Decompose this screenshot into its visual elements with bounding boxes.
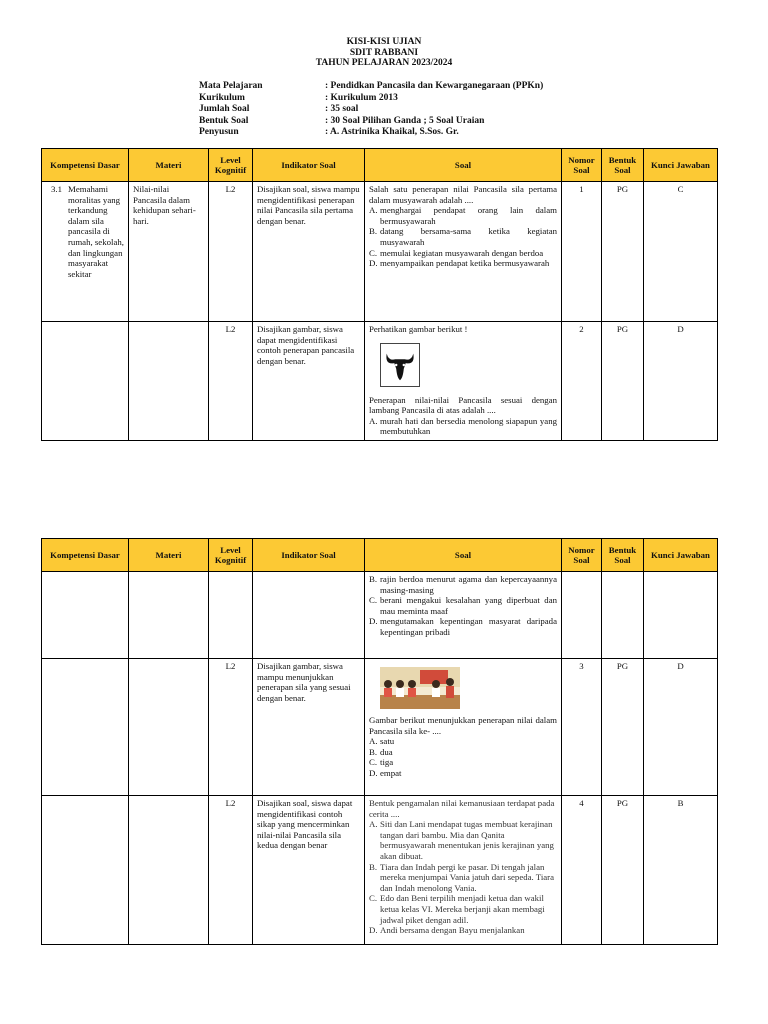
option-text: Edo dan Beni terpilih menjadi ketua dan wakil ketua kelas VI. Mereka berjanji akan membagi jadwal piket dengan adil. bbox=[380, 893, 545, 925]
col-header-soal: Soal bbox=[365, 539, 562, 572]
kunci-cell bbox=[644, 572, 718, 659]
option-item bbox=[369, 893, 557, 925]
soal-cell bbox=[365, 796, 562, 945]
kd-cell bbox=[42, 182, 129, 322]
level-cell bbox=[209, 572, 253, 659]
meta-key: Jumlah Soal bbox=[199, 104, 250, 115]
meta-row bbox=[199, 81, 543, 93]
meta-key: Penyusun bbox=[199, 127, 239, 138]
nomor-cell bbox=[562, 572, 602, 659]
col-header-indikator: Indikator Soal bbox=[253, 539, 365, 572]
materi-cell bbox=[129, 796, 209, 945]
soal-cell bbox=[365, 572, 562, 659]
option-item bbox=[369, 226, 557, 247]
col-header-nomor: Nomor Soal bbox=[562, 539, 602, 572]
option-text: rajin berdoa menurut agama dan kepercayaannya masing-masing bbox=[380, 574, 557, 595]
option-item bbox=[369, 757, 557, 768]
option-text: satu bbox=[380, 736, 395, 747]
indikator-cell: Disajikan gambar, siswa dapat mengidentifikasi contoh penerapan pancasila dengan benar. bbox=[253, 322, 365, 441]
level-cell: L2 bbox=[209, 796, 253, 945]
option-item bbox=[369, 925, 557, 936]
soal-question: Salah satu penerapan nilai Pancasila sila pertama dalam musyawarah adalah .... bbox=[369, 184, 557, 205]
option-item bbox=[369, 574, 557, 595]
meta-value: : 35 soal bbox=[325, 104, 359, 115]
option-letter: C. bbox=[369, 595, 378, 606]
table-header-row bbox=[42, 149, 718, 182]
option-item bbox=[369, 595, 557, 616]
bentuk-cell: PG bbox=[602, 182, 644, 322]
kisi-table-page-2 bbox=[41, 538, 718, 945]
col-header-level: Level Kognitif bbox=[209, 539, 253, 572]
option-letter: D. bbox=[369, 258, 378, 269]
option-letter: C. bbox=[369, 893, 378, 904]
meta-key: Bentuk Soal bbox=[199, 115, 249, 126]
kd-cell bbox=[42, 322, 129, 441]
soal-question: Gambar berikut menunjukkan penerapan nilai dalam Pancasila sila ke- .... bbox=[369, 715, 557, 736]
meta-value: : 30 Soal Pilihan Ganda ; 5 Soal Uraian bbox=[325, 115, 485, 126]
meta-key: Kurikulum bbox=[199, 92, 245, 103]
option-text: Siti dan Lani mendapat tugas membuat kerajinan tangan dari bambu. Mia dan Qanita bermusyawarah menentukan jenis kerajinan yang akan dibuat. bbox=[380, 819, 554, 861]
kd-cell bbox=[42, 572, 129, 659]
col-header-nomor: Nomor Soal bbox=[562, 149, 602, 182]
indikator-cell: Disajikan soal, siswa dapat mengidentifikasi contoh sikap yang mencerminkan nilai-nilai Pancasila sila kedua dengan benar bbox=[253, 796, 365, 945]
level-cell: L2 bbox=[209, 659, 253, 796]
option-text: murah hati dan bersedia menolong siapapun yang membutuhkan bbox=[380, 415, 557, 437]
col-header-kd: Kompetensi Dasar bbox=[42, 149, 129, 182]
option-letter: A. bbox=[369, 819, 378, 830]
bentuk-cell: PG bbox=[602, 322, 644, 441]
meta-row bbox=[199, 104, 543, 116]
option-item bbox=[369, 819, 557, 861]
col-header-bentuk: Bentuk Soal bbox=[602, 149, 644, 182]
document-title bbox=[0, 37, 768, 69]
option-text: Tiara dan Indah pergi ke pasar. Di tengah jalan mereka menjumpai Vania jatuh dari sepeda. Tiara dan Indah menolong Vania. bbox=[380, 861, 555, 893]
level-cell: L2 bbox=[209, 322, 253, 441]
option-text: dua bbox=[380, 746, 393, 757]
option-item bbox=[369, 747, 557, 758]
col-header-materi: Materi bbox=[129, 539, 209, 572]
col-header-soal: Soal bbox=[365, 149, 562, 182]
soal-cell bbox=[365, 322, 562, 441]
col-header-level: Level Kognitif bbox=[209, 149, 253, 182]
meta-row bbox=[199, 116, 543, 128]
table-header-row bbox=[42, 539, 718, 572]
option-letter: A. bbox=[369, 415, 378, 426]
table-row bbox=[42, 659, 718, 796]
soal-question: Bentuk pengamalan nilai kemanusiaan terdapat pada cerita .... bbox=[369, 798, 555, 819]
option-letter: A. bbox=[369, 736, 378, 747]
title-line-3: TAHUN PELAJARAN 2023/2024 bbox=[315, 58, 453, 68]
option-letter: A. bbox=[369, 205, 378, 216]
meta-row bbox=[199, 127, 543, 139]
option-letter: D. bbox=[369, 616, 378, 627]
nomor-cell: 4 bbox=[562, 796, 602, 945]
soal-cell bbox=[365, 182, 562, 322]
option-item bbox=[369, 768, 557, 779]
document-meta bbox=[199, 81, 543, 139]
col-header-materi: Materi bbox=[129, 149, 209, 182]
option-text: memulai kegiatan musyawarah dengan berdoa bbox=[380, 247, 544, 258]
materi-cell bbox=[129, 572, 209, 659]
materi-cell bbox=[129, 659, 209, 796]
option-text: tiga bbox=[380, 757, 394, 768]
option-item bbox=[369, 736, 557, 747]
option-text: empat bbox=[380, 767, 402, 778]
title-line-2: SDIT RABBANI bbox=[349, 47, 419, 58]
meta-row bbox=[199, 93, 543, 105]
kunci-cell: B bbox=[644, 796, 718, 945]
materi-cell: Nilai-nilai Pancasila dalam kehidupan sehari-hari. bbox=[129, 182, 209, 322]
table-row bbox=[42, 182, 718, 322]
soal-intro: Perhatikan gambar berikut ! bbox=[369, 324, 468, 334]
nomor-cell: 3 bbox=[562, 659, 602, 796]
option-text: berani mengakui kesalahan yang diperbuat dan mau meminta maaf bbox=[380, 595, 557, 616]
col-header-kd: Kompetensi Dasar bbox=[42, 539, 129, 572]
kd-cell bbox=[42, 796, 129, 945]
option-letter: B. bbox=[369, 746, 378, 757]
option-text: mengutamakan kepentingan masyarat daripada kepentingan pribadi bbox=[380, 616, 557, 637]
option-letter: B. bbox=[369, 861, 378, 872]
table-row bbox=[42, 322, 718, 441]
indikator-cell bbox=[253, 572, 365, 659]
option-letter: C. bbox=[369, 757, 378, 768]
kisi-table-page-1 bbox=[41, 148, 718, 441]
meta-value: : Pendidkan Pancasila dan Kewarganegaraan (PPKn) bbox=[325, 81, 544, 91]
kd-number: 3.1 bbox=[51, 184, 62, 194]
col-header-indikator: Indikator Soal bbox=[253, 149, 365, 182]
kd-cell bbox=[42, 659, 129, 796]
level-cell: L2 bbox=[209, 182, 253, 322]
meta-key: Mata Pelajaran bbox=[199, 81, 263, 91]
bentuk-cell bbox=[602, 572, 644, 659]
col-header-kunci: Kunci Jawaban bbox=[644, 539, 718, 572]
table-row bbox=[42, 796, 718, 945]
bentuk-cell: PG bbox=[602, 796, 644, 945]
nomor-cell: 1 bbox=[562, 182, 602, 322]
indikator-cell: Disajikan soal, siswa mampu mengidentifikasi penerapan nilai Pancasila sila pertama dengan benar. bbox=[253, 182, 365, 322]
col-header-kunci: Kunci Jawaban bbox=[644, 149, 718, 182]
option-letter: D. bbox=[369, 767, 378, 778]
option-letter: B. bbox=[369, 226, 378, 237]
soal-question: Penerapan nilai-nilai Pancasila sesuai dengan lambang Pancasila di atas adalah .... bbox=[369, 394, 557, 416]
nomor-cell: 2 bbox=[562, 322, 602, 441]
banteng-symbol-icon bbox=[380, 343, 420, 387]
col-header-bentuk: Bentuk Soal bbox=[602, 539, 644, 572]
kunci-cell: D bbox=[644, 322, 718, 441]
option-letter: C. bbox=[369, 247, 378, 258]
indikator-cell: Disajikan gambar, siswa mampu menunjukkan penerapan sila yang sesuai dengan benar. bbox=[253, 659, 365, 796]
kd-text: Memahami moralitas yang terkandung dalam sila pancasila di rumah, sekolah, dan lingkungan masyarakat sekitar bbox=[68, 184, 124, 279]
option-text: menyampaikan pendapat ketika bermusyawarah bbox=[380, 258, 550, 269]
option-item bbox=[369, 862, 557, 894]
option-item bbox=[369, 416, 557, 437]
materi-cell bbox=[129, 322, 209, 441]
option-text: datang bersama-sama ketika kegiatan musyawarah bbox=[380, 226, 557, 247]
option-item bbox=[369, 248, 557, 259]
option-letter: D. bbox=[369, 925, 378, 936]
option-text: Andi bersama dengan Bayu menjalankan bbox=[380, 925, 525, 936]
kunci-cell: D bbox=[644, 659, 718, 796]
option-item bbox=[369, 258, 557, 269]
option-letter: B. bbox=[369, 574, 378, 584]
option-text: menghargai pendapat orang lain dalam bermusyawarah bbox=[380, 205, 557, 226]
meta-value: : Kurikulum 2013 bbox=[325, 92, 398, 103]
option-item bbox=[369, 616, 557, 637]
kunci-cell: C bbox=[644, 182, 718, 322]
classroom-illustration-icon bbox=[380, 667, 460, 709]
title-line-1: KISI-KISI UJIAN bbox=[346, 37, 422, 47]
meta-value: : A. Astrinika Khaikal, S.Sos. Gr. bbox=[325, 127, 459, 138]
option-item bbox=[369, 205, 557, 226]
table-row bbox=[42, 572, 718, 659]
bentuk-cell: PG bbox=[602, 659, 644, 796]
soal-cell bbox=[365, 659, 562, 796]
